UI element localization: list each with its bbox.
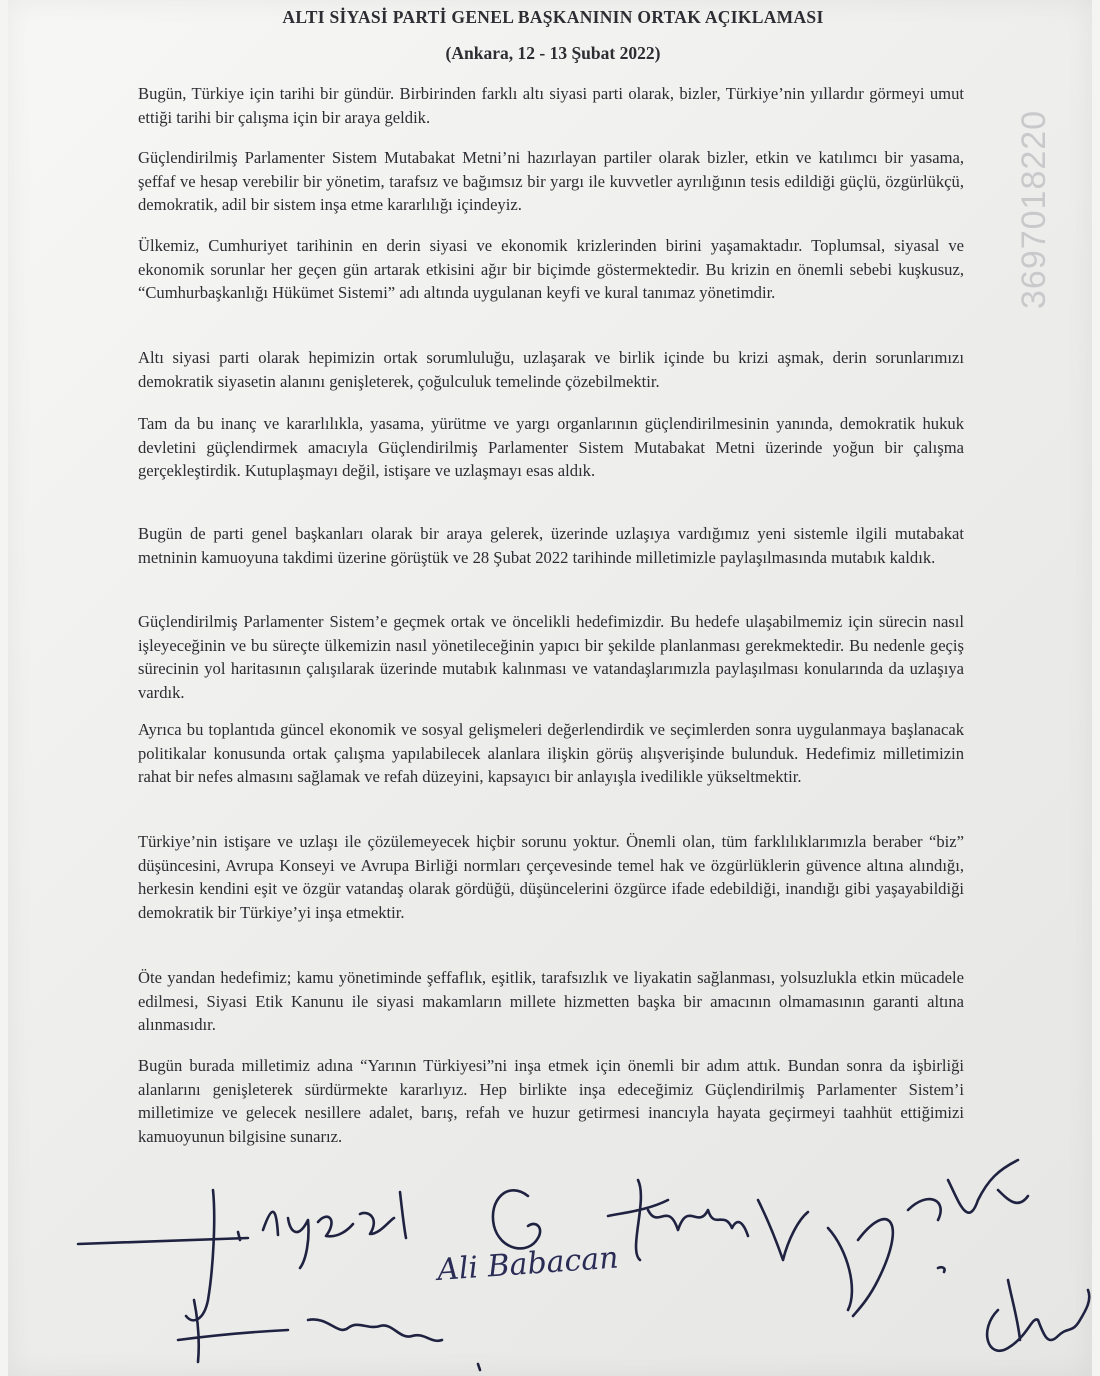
document-title: ALTI SİYASİ PARTİ GENEL BAŞKANININ ORTAK AÇIKLAMASI [282,7,824,27]
paragraph-11: Bugün burada milletimiz adına “Yarının Türkiyesi”ni inşa etmek için önemli bir adım attık. Bundan sonra da işbirliği alanlarını genişleterek sürdürmekte kararlıyız. Hep birlikte inşa edeceğimiz Güçlendirilmiş Parlamenter Sistem’i milletimize ve gelecek nesillere adalet, barış, refah ve huzur getirmesi inancıyla hayata geçirmeyi taahhüt ettiğimizi kamuoyunun bilgisine sunarız. [138,1056,964,1146]
signature-6 [178,1300,480,1370]
paragraph-5: Tam da bu inanç ve kararlılıkla, yasama, yürütme ve yargı organlarının güçlendirilmesinin yanında, demokratik hukuk devletini güçlendirmek amacıyla Güçlendirilmiş Parlamenter Sistem Mutabakat Metni üzerinde yoğun bir çalışma gerçekleştirdik. Kutuplaşmayı değil, istişare ve uzlaşmayı esas aldık. [138,414,964,480]
paragraph-10: Öte yandan hedefimiz; kamu yönetiminde şeffaflık, eşitlik, tarafsızlık ve liyakatin sağlanması, yolsuzlukla etkin mücadele edilmesi, Siyasi Etik Kanunu ile siyasi makamların millete hizmetten başka bir amacının olmamasının garanti altına alınmasıdır. [138,968,964,1034]
signature-2 [493,1190,540,1248]
paragraph-2: Güçlendirilmiş Parlamenter Sistem Mutabakat Metni’ni hazırlayan partiler olarak bizler, etkin ve katılımcı bir yasama, şeffaf ve hesap verebilir bir yönetim, tarafsız ve bağımsız bir yargı ile kuvvetler ayrılığının tesis edildiği güçlü, özgürlükçü, demokratik, adil bir sistem inşa etme kararlılığı içindeyiz. [138,148,964,214]
paragraph-4: Altı siyasi parti olarak hepimizin ortak sorumluluğu, uzlaşarak ve birlik içinde bu krizi aşmak, derin sorunlarımızı demokratik siyasetin alanını genişleterek, çoğulculuk temelinde çözebilmektir. [138,348,964,391]
signature-5 [987,1280,1089,1351]
signatures-drawing [8,1140,1100,1376]
signature-4 [828,1160,1028,1316]
document-page [8,0,1092,1376]
document-subtitle: (Ankara, 12 - 13 Şubat 2022) [445,43,661,63]
document-body [138,0,968,1146]
paragraph-6: Bugün de parti genel başkanları olarak bir araya gelerek, üzerinde uzlaşıya vardığımız yeni sistemle ilgili mutabakat metninin kamuoyuna takdimi üzerine görüştük ve 28 Şubat 2022 tarihinde milletimizle paylaşılmasında mutabık kaldık. [138,524,964,567]
serial-number: 3697018220 [1015,109,1053,309]
paragraph-9: Türkiye’nin istişare ve uzlaşı ile çözülemeyecek hiçbir sorunu yoktur. Önemli olan, tüm farklılıklarımızla beraber “biz” düşüncesini, Avrupa Konseyi ve Avrupa Birliği normları çerçevesinde temel hak ve özgürlüklerin güvence altına alındığı, herkesin kendini eşit ve özgür vatandaş olarak gördüğü, düşüncelerini özgürce ifade edebildiği, inandığı gibi yaşayabildiği demokratik bir Türkiye’yi inşa etmektir. [138,832,964,922]
signature-3 [608,1180,808,1260]
paragraph-7: Güçlendirilmiş Parlamenter Sistem’e geçmek ortak ve öncelikli hedefimizdir. Bu hedefe ulaşabilmemiz için sürecin nasıl işleyeceğinin ve bu süreçte ülkemizin nasıl yönetileceğinin yapıcı bir şekilde planlanması gerekmektedir. Bu nedenle geçiş sürecinin yol haritasının çalışılarak üzerinde mutabık kalınması ve vatandaşlarımızla paylaşılması konularında da uzlaşıya vardık. [138,612,964,702]
signature-1 [78,1190,406,1320]
paragraph-8: Ayrıca bu toplantıda güncel ekonomik ve sosyal gelişmeleri değerlendirdik ve seçimlerden sonra uygulanmaya başlanacak politikalar konusunda ortak çalışma yapılabilecek alanlara ilişkin görüş alışverişinde bulunduk. Hedefimiz milletimizin rahat bir nefes almasını sağlamak ve refah düzeyini, kapsayıcı bir anlayışla ivedilikle yükseltmektir. [138,720,964,786]
signature-name-ali-babacan: Ali Babacan [436,1240,620,1288]
paragraph-3: Ülkemiz, Cumhuriyet tarihinin en derin siyasi ve ekonomik krizlerinden birini yaşamaktadır. Toplumsal, siyasal ve ekonomik sorunlar her geçen gün artarak etkisini ağır bir biçimde göstermektedir. Bu krizin en önemli sebebi kuşkusuz, “Cumhurbaşkanlığı Hükümet Sistemi” adı altında uygulanan keyfi ve kural tanımaz yönetimdir. [138,236,964,302]
signatures-area [8,1140,1100,1376]
paragraph-1: Bugün, Türkiye için tarihi bir gündür. Birbirinden farklı altı siyasi parti olarak, bizler, Türkiye’nin yıllardır görmeyi umut ettiği tarihi bir çalışma için bir araya geldik. [138,84,964,127]
